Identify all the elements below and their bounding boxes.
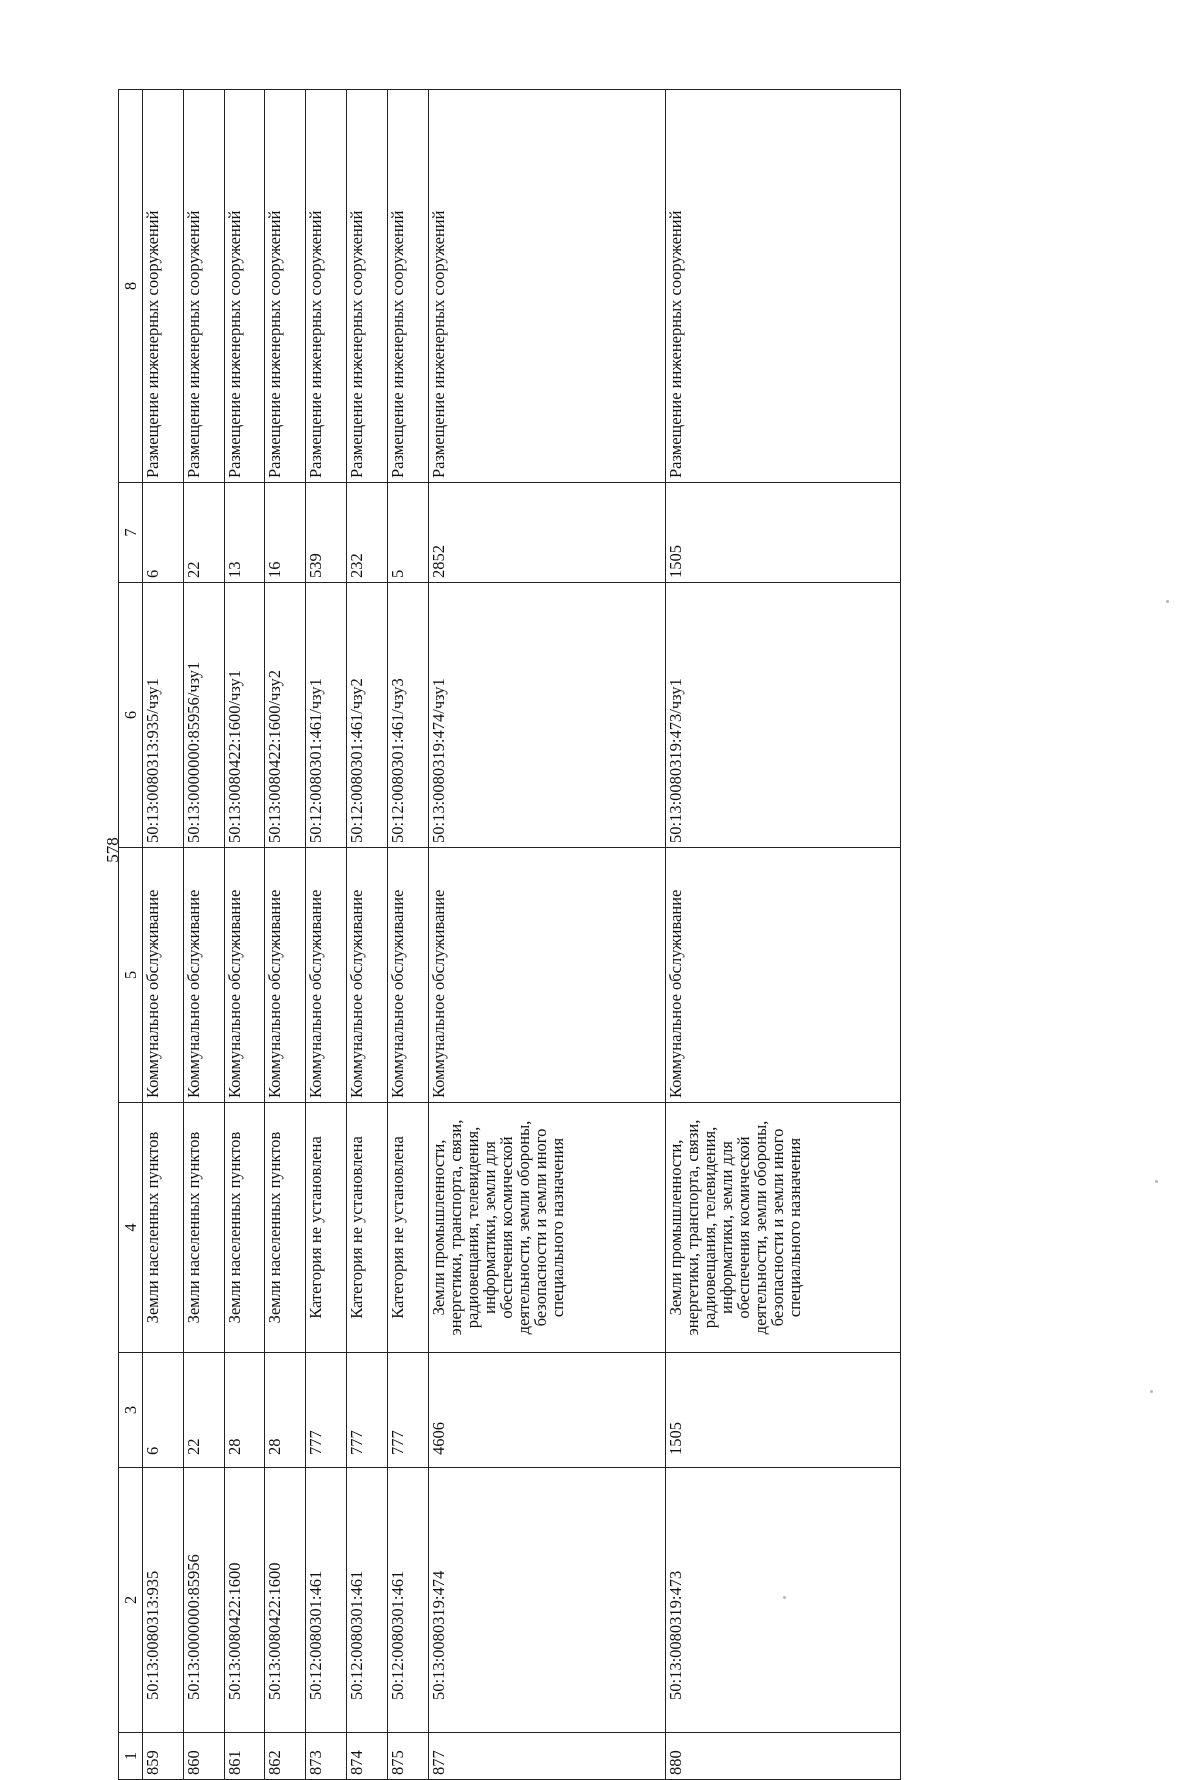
table-row (265, 90, 306, 1780)
table-row (306, 90, 347, 1780)
area-value: 232 (346, 483, 387, 583)
zone-id: 50:12:0080301:461/чзу1 (306, 583, 347, 848)
zone-id: 50:12:0080301:461/чзу2 (346, 583, 387, 848)
area-value: 16 (265, 483, 306, 583)
scan-speck (1150, 1390, 1153, 1393)
purpose-cell (306, 90, 347, 483)
row-number: 861 (224, 1733, 265, 1780)
column-header: 6 (119, 583, 143, 848)
land-category: Земли населенных пунктов (143, 1103, 184, 1353)
land-plot-table (118, 89, 901, 1780)
table-row (428, 90, 665, 1780)
cadastral-number: 50:12:0080301:461 (306, 1468, 347, 1733)
purpose-cell (183, 90, 224, 483)
table-row (224, 90, 265, 1780)
scan-speck (1166, 600, 1169, 603)
land-category: Категория не установлена (306, 1103, 347, 1353)
cadastral-number: 50:13:0080422:1600 (224, 1468, 265, 1733)
cadastral-number: 50:13:0080319:473 (665, 1468, 900, 1733)
use-type: Коммунальное обслуживание (143, 848, 184, 1103)
column-3-value: 6 (143, 1353, 184, 1468)
row-number: 859 (143, 1733, 184, 1780)
column-3-value: 28 (224, 1353, 265, 1468)
use-type: Коммунальное обслуживание (183, 848, 224, 1103)
land-category: Категория не установлена (387, 1103, 428, 1353)
purpose-cell (387, 90, 428, 483)
row-number: 862 (265, 1733, 306, 1780)
row-number: 877 (428, 1733, 665, 1780)
table-row (346, 90, 387, 1780)
table-row (387, 90, 428, 1780)
purpose-text: Размещение инженерных сооружений (428, 210, 448, 478)
column-header: 1 (119, 1733, 143, 1780)
row-number: 874 (346, 1733, 387, 1780)
column-header: 7 (119, 483, 143, 583)
column-3-value: 4606 (428, 1353, 665, 1468)
zone-id: 50:13:0080319:473/чзу1 (665, 583, 900, 848)
row-number: 880 (665, 1733, 900, 1780)
column-header: 2 (119, 1468, 143, 1733)
land-category: Земли промышленности, энергетики, транспорта, связи, радиовещания, телевидения, информатики, земли для обеспечения космической деятельности, земли обороны, безопасности и земли иного специального назначения (665, 1103, 900, 1353)
column-header: 4 (119, 1103, 143, 1353)
purpose-text: Размещение инженерных сооружений (224, 210, 244, 478)
use-type: Коммунальное обслуживание (387, 848, 428, 1103)
cadastral-number: 50:13:0080319:474 (428, 1468, 665, 1733)
table-row (143, 90, 184, 1780)
use-type: Коммунальное обслуживание (224, 848, 265, 1103)
rotated-table-wrapper (118, 90, 901, 1780)
land-category: Категория не установлена (346, 1103, 387, 1353)
purpose-cell (665, 90, 900, 483)
purpose-cell (143, 90, 184, 483)
zone-id: 50:13:0080422:1600/чзу2 (265, 583, 306, 848)
zone-id: 50:13:0080313:935/чзу1 (143, 583, 184, 848)
area-value: 22 (183, 483, 224, 583)
zone-id: 50:13:0080422:1600/чзу1 (224, 583, 265, 848)
column-3-value: 777 (387, 1353, 428, 1468)
purpose-text: Размещение инженерных сооружений (387, 210, 407, 478)
purpose-text: Размещение инженерных сооружений (265, 210, 285, 478)
use-type: Коммунальное обслуживание (428, 848, 665, 1103)
zone-id: 50:13:0080319:474/чзу1 (428, 583, 665, 848)
use-type: Коммунальное обслуживание (306, 848, 347, 1103)
area-value: 1505 (665, 483, 900, 583)
area-value: 539 (306, 483, 347, 583)
purpose-cell (428, 90, 665, 483)
purpose-text: Размещение инженерных сооружений (665, 210, 685, 478)
column-header: 8 (119, 90, 143, 483)
table-row (183, 90, 224, 1780)
page-number: 578 (103, 837, 122, 863)
cadastral-number: 50:13:0080422:1600 (265, 1468, 306, 1733)
area-value: 5 (387, 483, 428, 583)
column-3-value: 777 (306, 1353, 347, 1468)
cadastral-number: 50:12:0080301:461 (346, 1468, 387, 1733)
cadastral-number: 50:13:0080313:935 (143, 1468, 184, 1733)
column-header: 5 (119, 848, 143, 1103)
column-3-value: 1505 (665, 1353, 900, 1468)
area-value: 6 (143, 483, 184, 583)
column-header: 3 (119, 1353, 143, 1468)
area-value: 2852 (428, 483, 665, 583)
land-category: Земли населенных пунктов (265, 1103, 306, 1353)
use-type: Коммунальное обслуживание (665, 848, 900, 1103)
area-value: 13 (224, 483, 265, 583)
purpose-text: Размещение инженерных сооружений (306, 210, 326, 478)
land-category: Земли промышленности, энергетики, транспорта, связи, радиовещания, телевидения, информатики, земли для обеспечения космической деятельности, земли обороны, безопасности и земли иного специального назначения (428, 1103, 665, 1353)
purpose-cell (346, 90, 387, 483)
header-row (119, 90, 143, 1780)
use-type: Коммунальное обслуживание (265, 848, 306, 1103)
land-category: Земли населенных пунктов (183, 1103, 224, 1353)
column-3-value: 777 (346, 1353, 387, 1468)
cadastral-number: 50:12:0080301:461 (387, 1468, 428, 1733)
column-3-value: 22 (183, 1353, 224, 1468)
table-row (665, 90, 900, 1780)
cadastral-number: 50:13:0000000:85956 (183, 1468, 224, 1733)
purpose-text: Размещение инженерных сооружений (183, 210, 203, 478)
use-type: Коммунальное обслуживание (346, 848, 387, 1103)
scan-speck (1155, 1180, 1158, 1183)
purpose-cell (265, 90, 306, 483)
purpose-cell (224, 90, 265, 483)
row-number: 873 (306, 1733, 347, 1780)
land-category: Земли населенных пунктов (224, 1103, 265, 1353)
purpose-text: Размещение инженерных сооружений (346, 210, 366, 478)
column-3-value: 28 (265, 1353, 306, 1468)
zone-id: 50:12:0080301:461/чзу3 (387, 583, 428, 848)
purpose-text: Размещение инженерных сооружений (143, 210, 162, 478)
zone-id: 50:13:0000000:85956/чзу1 (183, 583, 224, 848)
row-number: 875 (387, 1733, 428, 1780)
row-number: 860 (183, 1733, 224, 1780)
